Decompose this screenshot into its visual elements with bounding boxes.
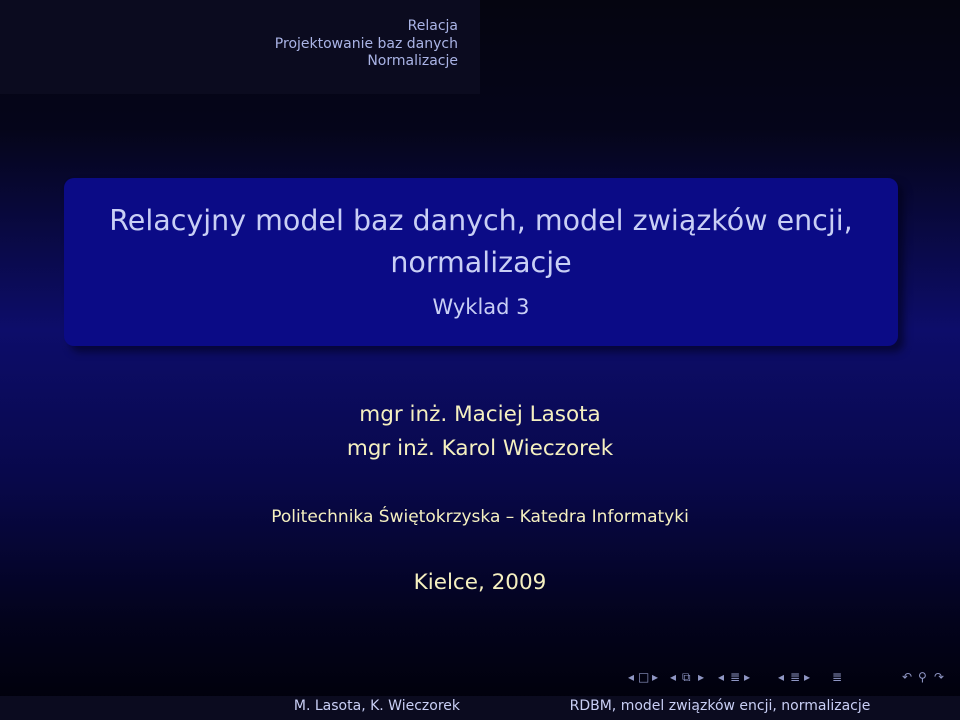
header-section-relacja[interactable]: Relacja bbox=[407, 18, 458, 34]
date: Kielce, 2009 bbox=[413, 570, 547, 595]
presentation-title: Relacyjny model baz danych, model związków encji, normalizacje bbox=[109, 204, 853, 279]
prev-slide-section-icon[interactable]: ◂ bbox=[778, 670, 785, 684]
author-2: mgr inż. Karol Wieczorek bbox=[346, 436, 614, 461]
document-icon[interactable]: ≣ bbox=[832, 670, 843, 684]
presentation-subtitle: Wyklad 3 bbox=[432, 295, 530, 319]
section-icon[interactable]: ≣ bbox=[730, 670, 741, 684]
next-subsection-icon[interactable]: ▸ bbox=[698, 670, 705, 684]
authors bbox=[0, 398, 960, 466]
slide-section-icon[interactable]: ≣ bbox=[790, 670, 801, 684]
prev-frame-icon[interactable]: ◂ bbox=[628, 670, 635, 684]
institute: Politechnika Świętokrzyska – Katedra Informatyki bbox=[271, 507, 689, 527]
subsection-icon[interactable]: ⧉ bbox=[682, 670, 691, 684]
forward-icon[interactable]: ↷ bbox=[934, 670, 945, 684]
header-section-projektowanie[interactable]: Projektowanie baz danych bbox=[274, 35, 458, 52]
header-section-normalizacje[interactable]: Normalizacje bbox=[367, 53, 458, 69]
title-box bbox=[64, 178, 898, 346]
next-slide-section-icon[interactable]: ▸ bbox=[804, 670, 811, 684]
header-section-navigation bbox=[0, 0, 480, 94]
footer-authors: M. Lasota, K. Wieczorek bbox=[0, 696, 480, 720]
author-1: mgr inż. Maciej Lasota bbox=[359, 402, 601, 427]
prev-section-icon[interactable]: ◂ bbox=[718, 670, 725, 684]
next-section-icon[interactable]: ▸ bbox=[744, 670, 751, 684]
prev-subsection-icon[interactable]: ◂ bbox=[670, 670, 677, 684]
next-frame-icon[interactable]: ▸ bbox=[652, 670, 659, 684]
footer-title: RDBM, model związków encji, normalizacje bbox=[480, 696, 960, 720]
search-icon[interactable]: ⚲ bbox=[918, 670, 927, 684]
back-icon[interactable]: ↶ bbox=[902, 670, 913, 684]
frame-icon[interactable]: □ bbox=[638, 670, 650, 684]
